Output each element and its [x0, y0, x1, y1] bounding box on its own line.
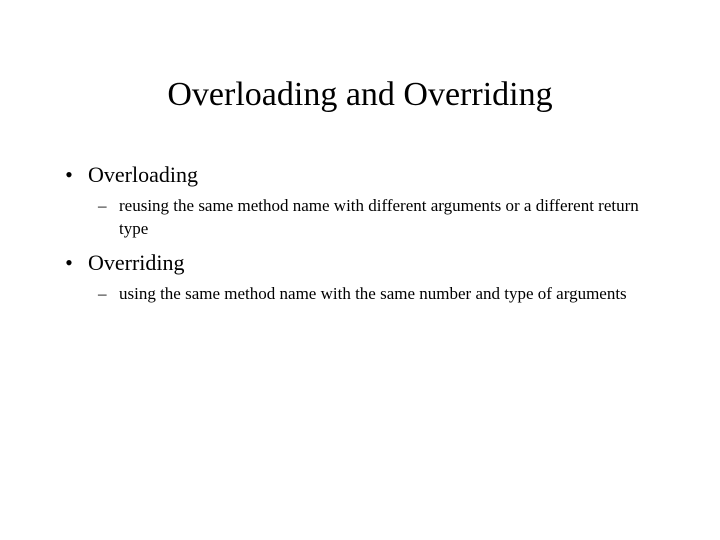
slide-title: Overloading and Overriding — [167, 76, 553, 113]
bullet-list — [60, 160, 660, 313]
sub-bullet-text: using the same method name with the same number and type of arguments — [119, 284, 627, 303]
sub-bullet-overriding-definition — [88, 282, 639, 305]
sub-bullet-marker: – — [98, 196, 107, 215]
sub-bullet-list — [88, 194, 660, 240]
sub-bullet-text: reusing the same method name with different arguments or a different return type — [119, 196, 639, 238]
bullet-text: Overriding — [88, 250, 185, 275]
bullet-overloading — [60, 160, 660, 240]
bullet-marker: • — [65, 162, 73, 187]
bullet-text: Overloading — [88, 162, 198, 187]
sub-bullet-overloading-definition — [88, 194, 639, 240]
bullet-marker: • — [65, 250, 73, 275]
sub-bullet-list — [88, 282, 660, 305]
bullet-overriding — [60, 248, 660, 305]
sub-bullet-marker: – — [98, 284, 107, 303]
